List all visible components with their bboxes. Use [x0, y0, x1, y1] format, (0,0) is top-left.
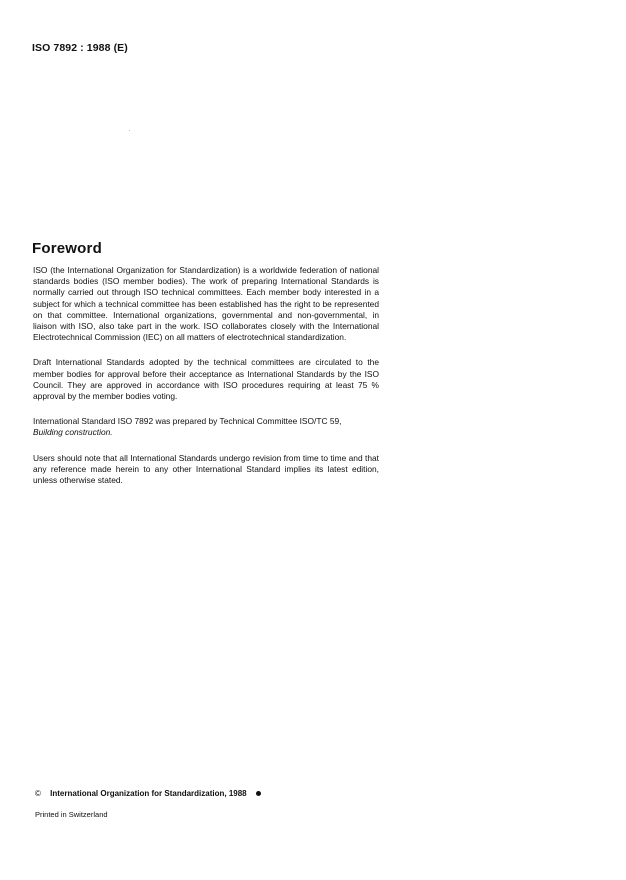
paragraph-revision-note: Users should note that all International Standards undergo revision from time to time and that any reference made herein to any other International Standard implies its latest edition, unless otherwise stated.	[33, 452, 379, 486]
prepared-by-text: International Standard ISO 7892 was prepared by Technical Committee ISO/TC 59,	[33, 416, 342, 427]
paragraph-iso-intro: ISO (the International Organization for Standardization) is a worldwide federation of national standards bodies (ISO member bodies). The work of preparing International Standards is normally carried out through ISO technical committees. Each member body interested in a subject for which a technical committee has been established has the right to be represented on that committee. International organizations, governmental and non-governmental, in liaison with ISO, also take part in the work. ISO collaborates closely with the International Electrotechnical Commission (IEC) on all matters of electrotechnical standardization.	[33, 265, 379, 343]
paragraph-draft-standards: Draft International Standards adopted by the technical committees are circulated to the member bodies for approval before their acceptance as International Standards by the ISO Council. They are approved in accordance with ISO procedures requiring at least 75 % approval by the member bodies voting.	[33, 357, 379, 402]
printed-in: Printed in Switzerland	[35, 810, 108, 819]
copyright-line	[35, 789, 261, 798]
paragraph-prepared-by	[33, 416, 379, 438]
copyright-text: International Organization for Standardization, 1988	[50, 789, 247, 798]
scan-speck	[129, 130, 130, 131]
document-id: ISO 7892 : 1988 (E)	[32, 42, 128, 54]
committee-subject: Building construction.	[33, 427, 113, 438]
foreword-body	[33, 265, 379, 500]
page-title: Foreword	[32, 240, 102, 257]
copyright-icon: ©	[35, 789, 41, 798]
bullet-dot-icon	[256, 791, 261, 796]
